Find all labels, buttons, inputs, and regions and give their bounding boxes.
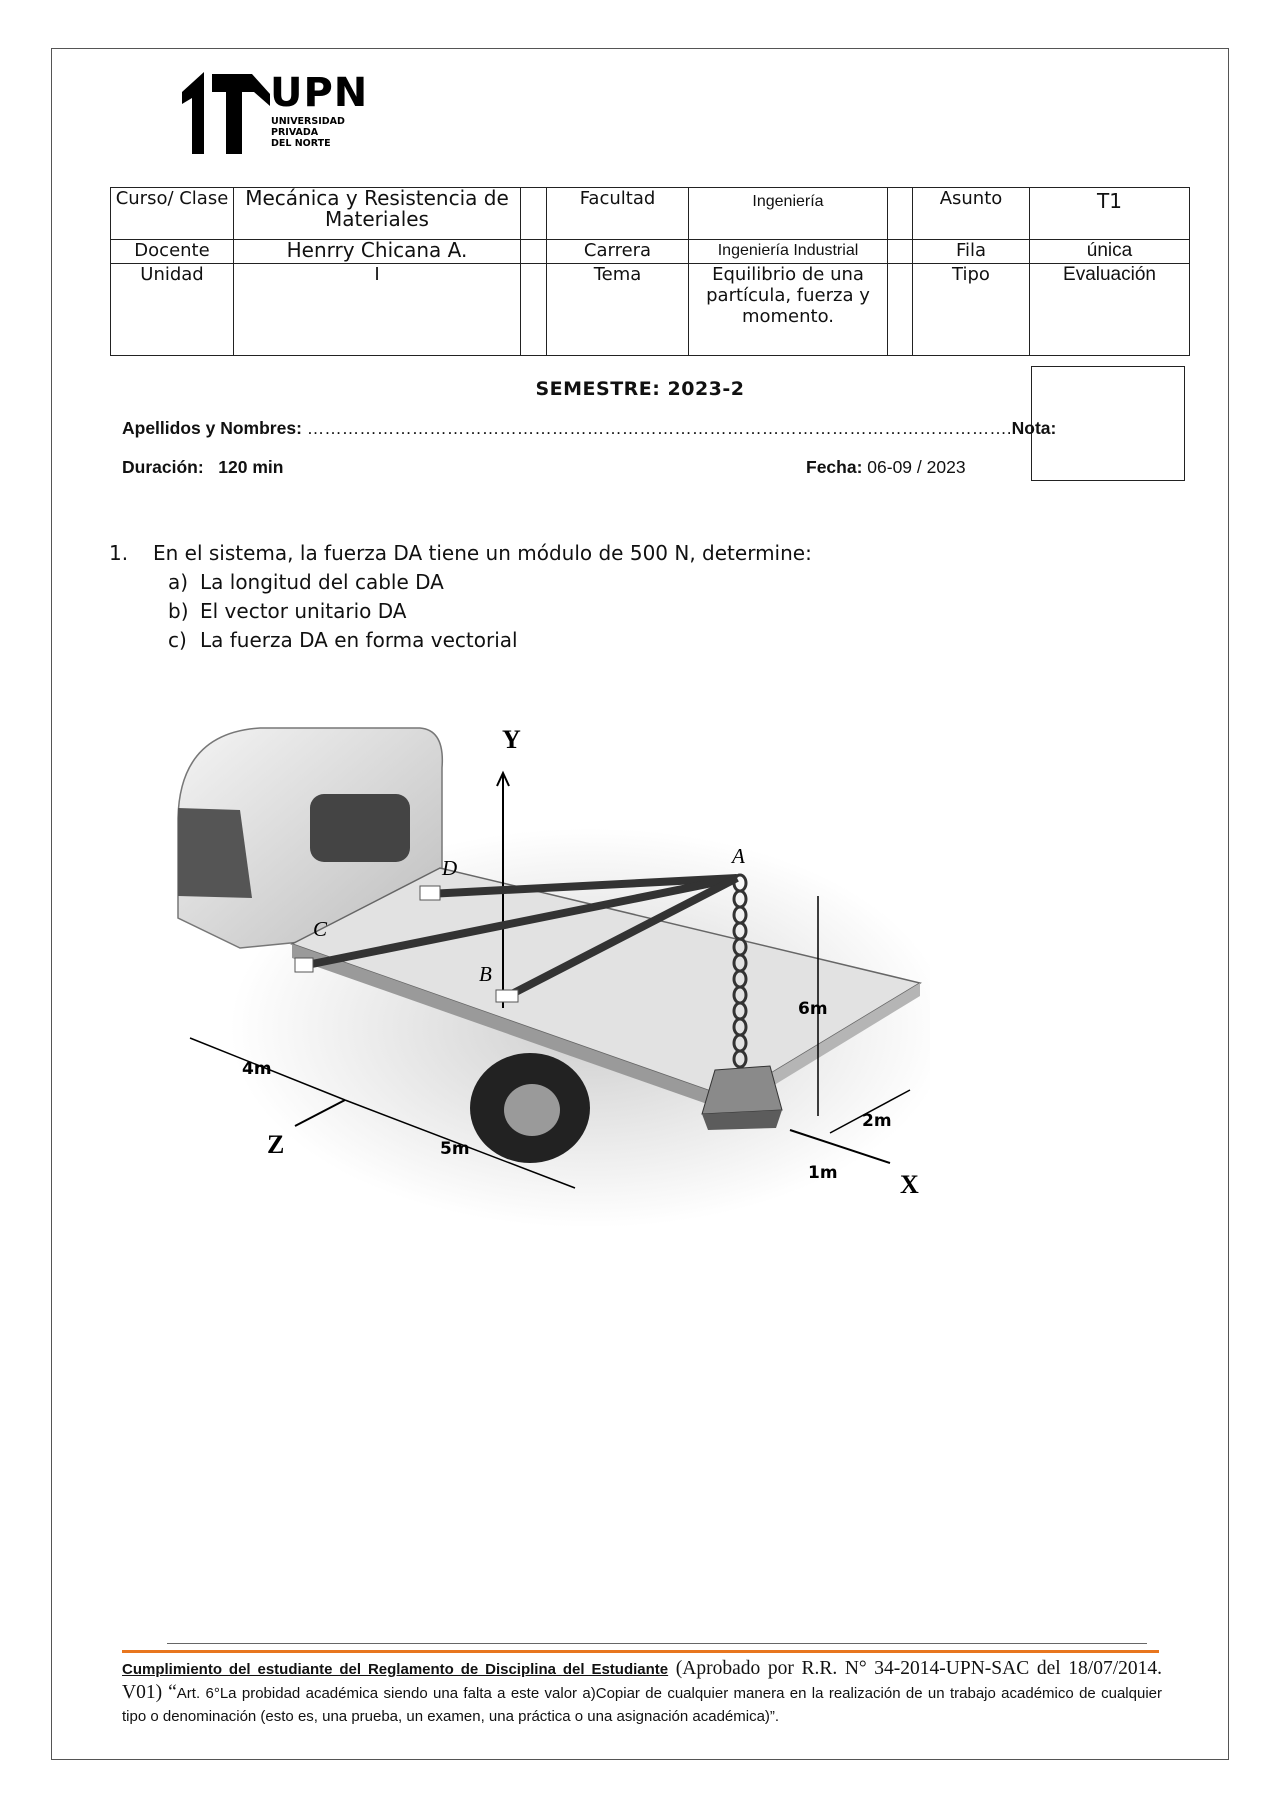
fila-label: Fila: [913, 240, 1030, 264]
label-c: C: [313, 917, 328, 941]
nombres-dots: ………………………………………………………………………………………………………….: [306, 418, 1012, 438]
logo-line-1: UNIVERSIDAD: [271, 116, 345, 127]
footer-approval: (Aprobado por R.R. N° 34-2014-UPN-SAC del 18/07/2014. V01) “: [122, 1658, 1162, 1703]
spacer-cell: [521, 188, 547, 240]
cab-window-right: [310, 794, 410, 862]
item-text: La fuerza DA en forma vectorial: [200, 628, 518, 652]
duracion-value: 120 min: [218, 457, 284, 477]
docente-value: Henrry Chicana A.: [234, 240, 521, 264]
label-1m: 1m: [808, 1163, 838, 1183]
nombres-label: Apellidos y Nombres:: [122, 418, 302, 438]
spacer-cell: [888, 188, 913, 240]
anchor-c: [295, 958, 313, 972]
footer-title: Cumplimiento del estudiante del Reglamento de Disciplina del Estudiante: [122, 1661, 669, 1678]
asunto-label: Asunto: [913, 188, 1030, 240]
wheel-hub: [504, 1084, 560, 1136]
item-text: El vector unitario DA: [200, 599, 407, 623]
semestre-text: SEMESTRE: 2023-2: [535, 378, 745, 400]
curso-value: Mecánica y Resistencia de Materiales: [234, 188, 521, 240]
item-letter: b): [168, 599, 189, 623]
course-info-table: [110, 187, 1190, 356]
upn-logo: [182, 72, 372, 156]
item-text: La longitud del cable DA: [200, 570, 444, 594]
upn-arrow-logo-icon: [182, 72, 270, 156]
anchor-b: [496, 990, 518, 1002]
logo-line-2: PRIVADA: [271, 127, 319, 138]
asunto-value: T1: [1030, 188, 1190, 240]
label-b: B: [479, 962, 492, 986]
label-4m: 4m: [242, 1059, 272, 1079]
footer-divider-gray: [167, 1643, 1147, 1644]
spacer-cell: [888, 240, 913, 264]
duration-line: [122, 457, 283, 478]
label-y: Y: [502, 725, 521, 754]
footer-regulation-text: [122, 1657, 1162, 1728]
anchor-d: [420, 886, 440, 900]
curso-label: Curso/ Clase: [111, 188, 234, 240]
spacer-cell: [521, 240, 547, 264]
weight-block: [702, 1066, 782, 1114]
tipo-value: Evaluación: [1030, 264, 1190, 356]
unidad-label: Unidad: [111, 264, 234, 356]
question-text: En el sistema, la fuerza DA tiene un módulo de 500 N, determine:: [153, 541, 812, 565]
logo-name: UPN: [270, 70, 369, 116]
label-x: X: [900, 1170, 919, 1199]
duracion-label: Duración:: [122, 457, 204, 477]
tema-label: Tema: [547, 264, 689, 356]
label-a: A: [732, 844, 745, 868]
fecha-label: Fecha:: [806, 457, 863, 477]
label-d: D: [442, 856, 458, 880]
tipo-label: Tipo: [913, 264, 1030, 356]
docente-label: Docente: [111, 240, 234, 264]
carrera-label: Carrera: [547, 240, 689, 264]
label-5m: 5m: [440, 1139, 470, 1159]
item-letter: a): [168, 570, 189, 594]
fila-value: única: [1030, 240, 1190, 264]
facultad-value: Ingeniería: [689, 188, 888, 240]
tema-value: Equilibrio de una partícula, fuerza y momento.: [689, 264, 888, 356]
facultad-label: Facultad: [547, 188, 689, 240]
spacer-cell: [521, 264, 547, 356]
label-z: Z: [267, 1130, 285, 1159]
question-number: 1.: [109, 541, 129, 565]
logo-line-3: DEL NORTE: [271, 138, 331, 149]
fecha-value: 06-09 / 2023: [867, 457, 966, 477]
truck-cable-figure: [170, 718, 930, 1238]
student-name-line: [122, 418, 1056, 439]
question-1: [109, 539, 812, 655]
item-letter: c): [168, 628, 187, 652]
logo-subtitle: [271, 116, 345, 149]
label-6m: 6m: [798, 999, 828, 1019]
carrera-value: Ingeniería Industrial: [689, 240, 888, 264]
label-2m: 2m: [862, 1111, 892, 1131]
cab-window-left: [178, 808, 252, 898]
unidad-value: I: [234, 264, 521, 356]
spacer-cell: [888, 264, 913, 356]
nota-label: Nota:: [1011, 418, 1057, 438]
footer-article: Art. 6°La probidad académica siendo una falta a este valor a)Copiar de cualquier manera en la realización de un trabajo académico de cualquier tipo o denominación (esto es, una prueba, un examen, una práctica o una asignación académica)”.: [122, 1685, 1162, 1725]
footer-divider-orange: [122, 1650, 1159, 1653]
date-line: [806, 457, 966, 478]
